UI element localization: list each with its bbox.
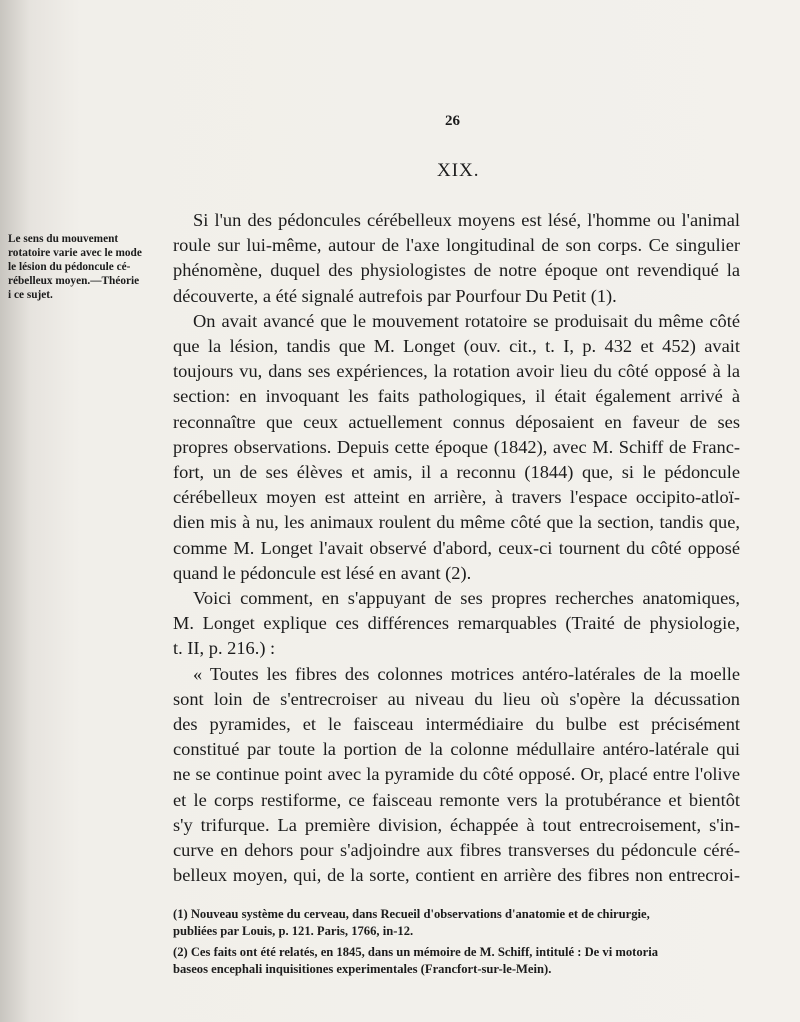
body-line: roule sur lui-même, autour de l'axe longitudinal de son corps. Ce singulier [173,235,740,256]
margin-note-line: Le sens du mouvement [8,233,119,245]
body-line: et le corps restiforme, ce faisceau remonte vers la protubérance et bientôt [173,789,740,810]
body-line: propres observations. Depuis cette époque (1842), avec M. Schiff de Franc- [173,436,740,457]
margin-note-line: le lésion du pédoncule cé- [8,261,131,273]
body-line: fort, un de ses élèves et amis, il a reconnu (1844) que, si le pédoncule [173,462,740,483]
margin-note-line: i ce sujet. [8,289,53,301]
margin-note [8,232,168,302]
body-line: sont loin de s'entrecroiser au niveau du lieu où s'opère la décussation [173,688,740,709]
body-line: cérébelleux moyen est atteint en arrière, à travers l'espace occipito-atloï- [173,487,740,508]
body-line: dien mis à nu, les animaux roulent du même côté que la section, tandis que, [173,512,740,533]
body-line: que la lésion, tandis que M. Longet (ouv. cit., t. I, p. 432 et 452) avait [173,336,740,357]
margin-note-line: rébelleux moyen.—Théorie [8,275,140,287]
footnote-line: publiées par Louis, p. 121. Paris, 1766, in-12. [173,923,414,938]
page-number: 26 [445,113,460,129]
footnote-line: (1) Nouveau système du cerveau, dans Recueil d'observations d'anatomie et de chirurgie, [173,907,650,921]
body-line: Voici comment, en s'appuyant de ses propres recherches anatomiques, [193,588,740,609]
footnote [173,906,753,939]
body-line: des pyramides, et le faisceau intermédiaire du bulbe est précisément [173,714,740,735]
body-text [173,208,740,888]
body-line: belleux moyen, qui, de la sorte, contient en arrière des fibres non entrecroi- [173,865,740,886]
body-line: ne se continue point avec la pyramide du côté opposé. Or, placé entre l'olive [173,764,740,785]
body-line: On avait avancé que le mouvement rotatoire se produisait du même côté [193,310,740,331]
body-line: curve en dehors pour s'adjoindre aux fibres transverses du pédoncule céré- [173,840,740,861]
body-line: comme M. Longet l'avait observé d'abord, ceux-ci tournent du côté opposé [173,537,740,558]
margin-note-line: rotatoire varie avec le mode [8,247,142,259]
body-line: quand le pédoncule est lésé en avant (2). [173,562,472,583]
footnote-line: (2) Ces faits ont été relatés, en 1845, dans un mémoire de M. Schiff, intitulé : De vi motoria [173,945,659,959]
footnote-line: baseos encephali inquisitiones experimentales (Francfort-sur-le-Mein). [173,961,552,976]
body-line: toujours vu, dans ses expériences, la rotation avoir lieu du côté opposé à la [173,361,740,382]
body-line: « Toutes les fibres des colonnes motrices antéro-latérales de la moelle [193,663,740,684]
body-line: constitué par toute la portion de la colonne médullaire antéro-latérale qui [173,739,740,760]
body-line: Si l'un des pédoncules cérébelleux moyens est lésé, l'homme ou l'animal [193,210,740,230]
body-line: t. II, p. 216.) : [173,638,276,659]
footnote [173,944,753,977]
body-line: section: en invoquant les faits pathologiques, il était également arrivé à [173,386,740,407]
section-heading: XIX. [437,160,480,181]
body-line: M. Longet explique ces différences remarquables (Traité de physiologie, [173,613,740,634]
body-line: reconnaître que ceux actuellement connus déposaient en faveur de ses [173,411,740,432]
body-line: phénomène, duquel des physiologistes de notre époque ont revendiqué la [173,260,740,281]
body-line: s'y trifurque. La première division, échappée à tout entrecroisement, s'in- [173,814,740,835]
body-line: découverte, a été signalé autrefois par Pourfour Du Petit (1). [173,285,617,306]
footnotes [173,906,753,982]
